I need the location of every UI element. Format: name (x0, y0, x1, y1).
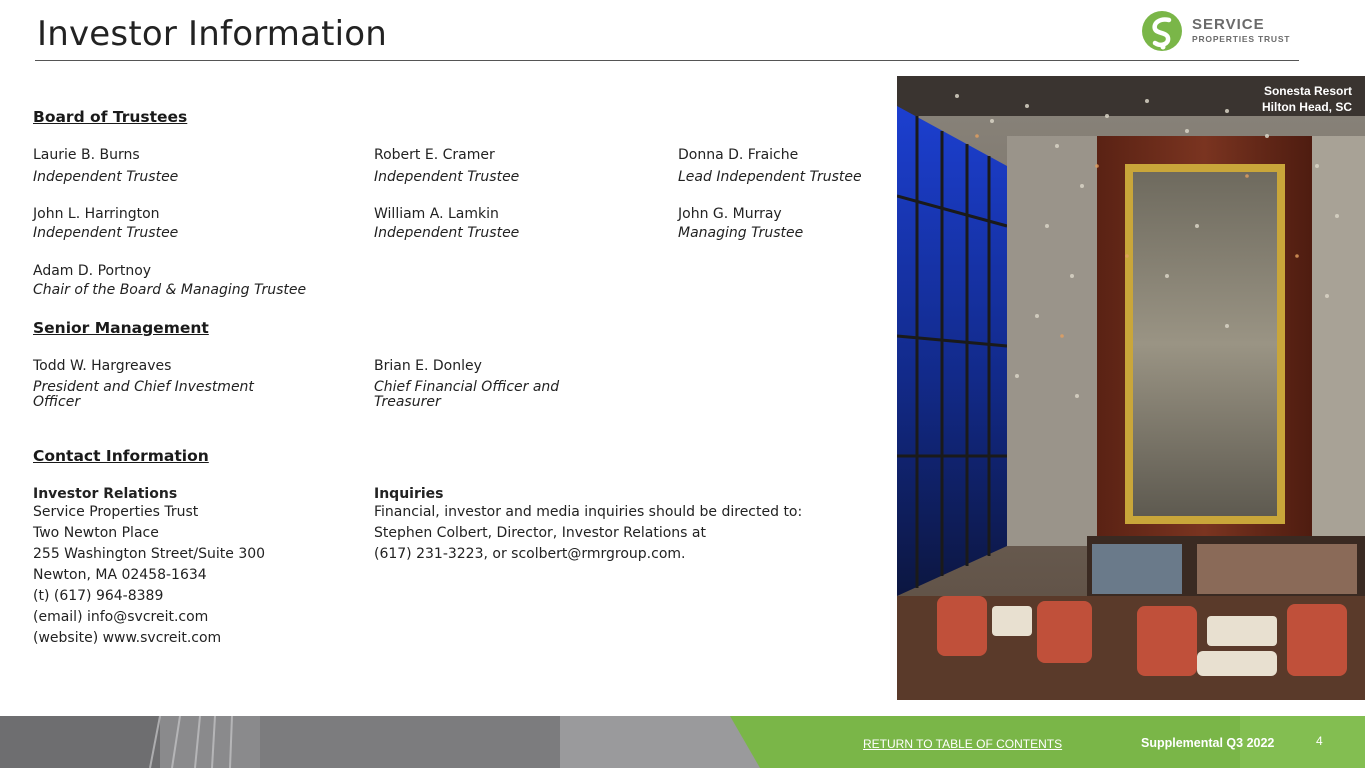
trustee-harrington (33, 206, 178, 242)
trustee-burns (33, 147, 178, 186)
trustee-name: Laurie B. Burns (33, 147, 140, 163)
manager-title: Chief Financial Officer and Treasurer (374, 378, 560, 411)
ir-email[interactable]: (email) info@svcreit.com (33, 609, 209, 625)
lobby-image-illustration (897, 76, 1365, 700)
investor-relations-block (33, 486, 265, 649)
manager-name: Brian E. Donley (374, 358, 482, 374)
page-number: 4 (1316, 734, 1323, 748)
ir-building: Two Newton Place (33, 525, 159, 541)
inquiries-heading: Inquiries (374, 486, 444, 502)
trustee-title: Lead Independent Trustee (678, 168, 862, 185)
inquiries-line: Stephen Colbert, Director, Investor Relations at (374, 525, 706, 541)
manager-donley (374, 358, 579, 411)
logo-mark-icon (1141, 10, 1183, 52)
photo-caption-line1: Sonesta Resort (1263, 84, 1352, 98)
contact-heading: Contact Information (33, 447, 209, 465)
hotel-lobby-photo (897, 76, 1365, 700)
management-heading: Senior Management (33, 319, 209, 337)
trustee-name: John L. Harrington (33, 206, 160, 222)
return-to-toc-link[interactable]: RETURN TO TABLE OF CONTENTS (863, 737, 1063, 751)
page-title: Investor Information (37, 14, 388, 54)
supplemental-label: Supplemental Q3 2022 (1141, 736, 1275, 750)
trustee-fraiche (678, 147, 862, 186)
inquiries-line: Financial, investor and media inquiries should be directed to: (374, 504, 803, 520)
ir-company: Service Properties Trust (33, 504, 199, 520)
ir-phone: (t) (617) 964-8389 (33, 588, 164, 604)
investor-relations-heading: Investor Relations (33, 486, 178, 502)
trustee-cramer (374, 147, 519, 186)
ir-street: 255 Washington Street/Suite 300 (33, 546, 266, 562)
inquiries-line: (617) 231-3223, or scolbert@rmrgroup.com. (374, 546, 686, 562)
inquiries-block (374, 486, 802, 565)
trustee-title: Independent Trustee (33, 224, 179, 241)
trustee-name: Adam D. Portnoy (33, 263, 152, 279)
company-logo (1141, 10, 1301, 54)
trustee-murray (678, 206, 803, 242)
trustee-title: Managing Trustee (678, 224, 804, 241)
logo-text-service: SERVICE (1192, 16, 1265, 33)
logo-text-properties-trust: PROPERTIES TRUST (1192, 34, 1291, 44)
title-divider (35, 60, 1299, 61)
manager-hargreaves (33, 358, 293, 411)
trustee-name: Donna D. Fraiche (678, 147, 799, 163)
trustee-name: John G. Murray (678, 206, 782, 222)
manager-title: President and Chief Investment Officer (33, 378, 254, 411)
ir-website[interactable]: (website) www.svcreit.com (33, 630, 222, 646)
trustee-portnoy (33, 263, 306, 299)
photo-caption (1262, 84, 1352, 115)
trustee-title: Independent Trustee (374, 168, 520, 185)
trustee-title: Independent Trustee (33, 168, 179, 185)
board-heading: Board of Trustees (33, 108, 188, 126)
trustee-name: William A. Lamkin (374, 206, 499, 222)
trustee-lamkin (374, 206, 519, 242)
trustee-title: Chair of the Board & Managing Trustee (33, 281, 307, 298)
manager-name: Todd W. Hargreaves (33, 358, 172, 374)
photo-caption-line2: Hilton Head, SC (1261, 99, 1352, 114)
trustee-title: Independent Trustee (374, 224, 520, 241)
ir-city: Newton, MA 02458-1634 (33, 567, 207, 583)
trustee-name: Robert E. Cramer (374, 147, 495, 163)
